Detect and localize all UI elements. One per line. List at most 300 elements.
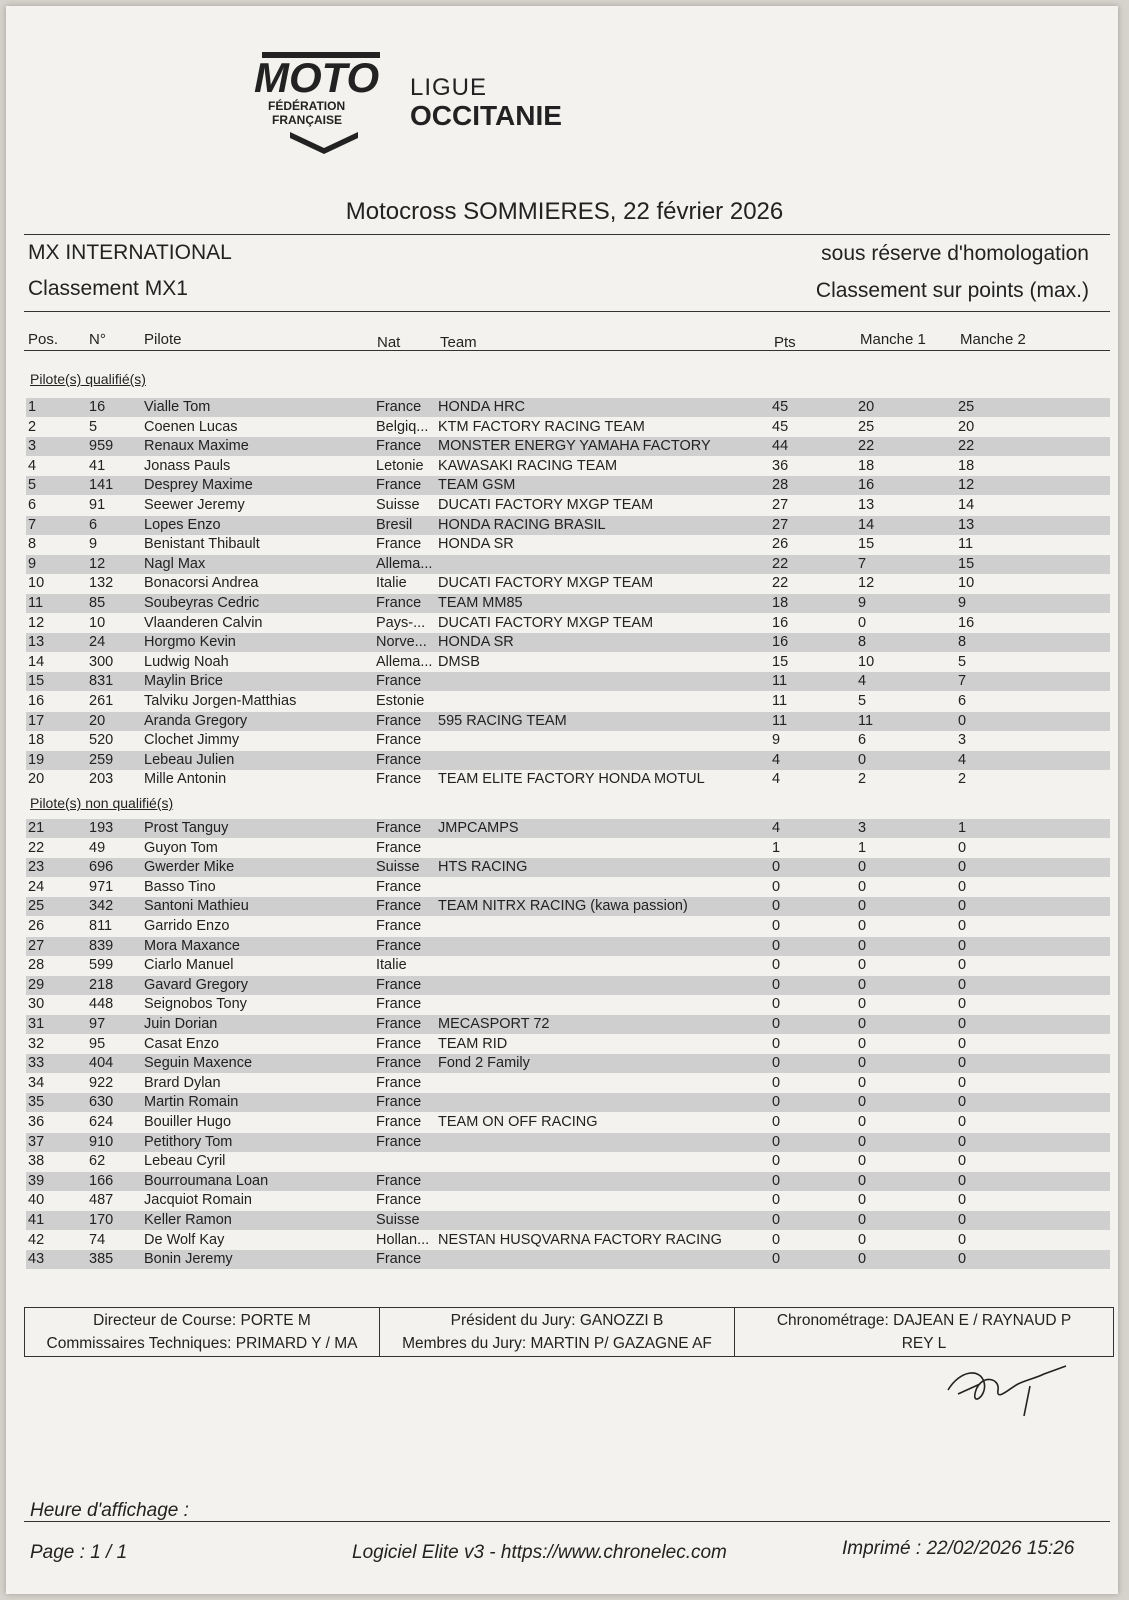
cell-m2: 9 (958, 595, 967, 611)
cell-pilote: Brard Dylan (144, 1074, 221, 1091)
divider (24, 350, 1110, 351)
cell-num: 218 (89, 976, 114, 993)
cell-pts: 0 (772, 918, 781, 934)
table-row (26, 1191, 1110, 1210)
cell-pts: 4 (772, 820, 781, 836)
cell-m2: 0 (958, 1212, 967, 1228)
cell-nat: Suisse (376, 859, 420, 876)
cell-nat: Estonie (376, 693, 425, 709)
cell-nat: France (376, 1035, 422, 1052)
cell-pts: 4 (772, 751, 781, 768)
cell-nat: Suisse (376, 497, 420, 513)
cell-m2: 0 (958, 957, 967, 974)
cell-m2: 18 (958, 457, 975, 474)
cell-pos: 15 (28, 673, 45, 690)
cell-pts: 0 (772, 1212, 781, 1228)
cell-m2: 25 (958, 399, 975, 415)
table-row (26, 1093, 1110, 1112)
cell-m1: 2 (858, 771, 867, 788)
cell-pilote: Desprey Maxime (144, 477, 253, 494)
divider (24, 1521, 1110, 1522)
cell-pilote: Keller Ramon (144, 1212, 232, 1228)
cell-pts: 16 (772, 634, 789, 651)
table-row (26, 653, 1110, 672)
cell-num: 91 (89, 497, 106, 513)
reserve-note: sous réserve d'homologation (821, 242, 1089, 265)
cell-pts: 18 (772, 595, 789, 611)
cell-m2: 16 (958, 614, 975, 631)
cell-pts: 4 (772, 771, 781, 788)
cell-m2: 10 (958, 575, 975, 592)
cell-num: 141 (89, 477, 114, 494)
cell-m1: 0 (858, 1231, 867, 1248)
cell-pos: 26 (28, 918, 45, 934)
cell-num: 9 (89, 536, 98, 553)
cell-m2: 0 (958, 996, 967, 1013)
cell-pilote: Horgmo Kevin (144, 634, 236, 651)
cell-team: HONDA SR (438, 634, 514, 651)
cell-pts: 0 (772, 1172, 781, 1189)
logo-sub2: FRANÇAISE (272, 113, 343, 127)
commissaires-techniques: Commissaires Techniques: PRIMARD Y / MA (46, 1335, 358, 1352)
cell-m1: 8 (858, 634, 867, 651)
cell-team: Fond 2 Family (438, 1055, 530, 1072)
cell-pilote: De Wolf Kay (144, 1231, 225, 1248)
cell-pilote: Ciarlo Manuel (144, 957, 234, 974)
cell-num: 922 (89, 1074, 114, 1091)
table-row (26, 712, 1110, 731)
cell-pos: 23 (28, 859, 45, 876)
cell-m2: 11 (958, 536, 974, 553)
cell-pilote: Maylin Brice (144, 673, 223, 690)
cell-pts: 0 (772, 1231, 781, 1248)
cell-nat: France (376, 751, 422, 768)
cell-nat: Suisse (376, 1212, 420, 1228)
cell-m1: 4 (858, 673, 867, 690)
cell-pilote: Renaux Maxime (144, 438, 249, 455)
cell-team: DUCATI FACTORY MXGP TEAM (438, 575, 654, 592)
cell-m1: 22 (858, 438, 875, 455)
officials-chrono (735, 1308, 1113, 1356)
cell-pts: 15 (772, 653, 789, 670)
cell-pos: 7 (28, 516, 37, 533)
cell-pilote: Coenen Lucas (144, 418, 238, 435)
cell-num: 385 (89, 1251, 114, 1268)
cell-m1: 0 (858, 1251, 867, 1268)
ffm-occitanie-logo (250, 48, 590, 158)
cell-num: 24 (89, 634, 106, 651)
cell-pts: 0 (772, 1074, 781, 1091)
cell-m1: 0 (858, 878, 867, 895)
cell-team: HTS RACING (438, 859, 528, 876)
cell-m2: 4 (958, 751, 967, 768)
table-row (26, 976, 1110, 995)
cell-team: NESTAN HUSQVARNA FACTORY RACING (438, 1231, 722, 1248)
cell-pilote: Talviku Jorgen-Matthias (144, 693, 297, 709)
cell-m2: 6 (958, 693, 967, 709)
cell-nat: France (376, 918, 422, 934)
cell-pos: 14 (28, 653, 45, 670)
cell-team: TEAM NITRX RACING (kawa passion) (438, 898, 688, 915)
cell-num: 10 (89, 614, 106, 631)
cell-m1: 6 (858, 732, 867, 749)
cell-num: 599 (89, 957, 114, 974)
table-row (26, 839, 1110, 858)
cell-nat: France (376, 1251, 422, 1268)
cell-pilote: Bonacorsi Andrea (144, 575, 259, 592)
cell-pts: 11 (772, 693, 788, 709)
table-row (26, 770, 1110, 789)
cell-num: 696 (89, 859, 114, 876)
cell-nat: France (376, 477, 422, 494)
cell-nat: France (376, 996, 422, 1013)
cell-pos: 24 (28, 878, 45, 895)
membres-jury: Membres du Jury: MARTIN P/ GAZAGNE AF (402, 1335, 712, 1352)
table-row (26, 937, 1110, 956)
signature-icon (940, 1360, 1080, 1420)
cell-nat: Letonie (376, 457, 424, 474)
cell-num: 959 (89, 438, 114, 455)
cell-pos: 37 (28, 1133, 45, 1150)
cell-m1: 10 (858, 653, 875, 670)
cell-pos: 35 (28, 1094, 45, 1111)
section-qualified: Pilote(s) qualifié(s) (30, 371, 146, 387)
cell-m2: 0 (958, 937, 967, 954)
cell-m1: 0 (858, 614, 867, 631)
cell-pos: 38 (28, 1153, 45, 1170)
cell-nat: France (376, 1094, 422, 1111)
cell-pts: 28 (772, 477, 789, 494)
cell-nat: Pays-... (376, 614, 426, 631)
col-manche2: Manche 2 (960, 331, 1026, 348)
cell-pilote: Seewer Jeremy (144, 497, 245, 513)
cell-pts: 0 (772, 937, 781, 954)
cell-m1: 0 (858, 1074, 867, 1091)
cell-m2: 0 (958, 1172, 967, 1189)
cell-pts: 0 (772, 878, 781, 895)
cell-pilote: Aranda Gregory (144, 712, 248, 729)
cell-pts: 0 (772, 1133, 781, 1150)
cell-num: 20 (89, 712, 106, 729)
cell-m1: 5 (858, 693, 867, 709)
cell-num: 487 (89, 1192, 114, 1209)
cell-nat: France (376, 673, 422, 690)
cell-m2: 3 (958, 732, 967, 749)
cell-pos: 39 (28, 1172, 45, 1189)
cell-pilote: Vlaanderen Calvin (144, 614, 263, 631)
cell-m2: 0 (958, 1192, 967, 1209)
table-row (26, 574, 1110, 593)
col-pts: Pts (774, 334, 796, 351)
cell-num: 95 (89, 1035, 106, 1052)
cell-pos: 13 (28, 634, 45, 651)
cell-team: JMPCAMPS (438, 820, 519, 836)
table-row (26, 555, 1110, 574)
table-row (26, 731, 1110, 750)
cell-pos: 9 (28, 555, 37, 572)
cell-pos: 30 (28, 996, 45, 1013)
cell-nat: Italie (376, 575, 407, 592)
table-row (26, 692, 1110, 711)
cell-m2: 15 (958, 555, 975, 572)
cell-m2: 5 (958, 653, 967, 670)
officials-box (24, 1307, 1114, 1357)
cell-m2: 0 (958, 898, 967, 915)
cell-num: 831 (89, 673, 114, 690)
cell-num: 404 (89, 1055, 114, 1072)
cell-num: 62 (89, 1153, 106, 1170)
officials-course (25, 1308, 380, 1356)
cell-m2: 0 (958, 918, 967, 934)
table-row (26, 1231, 1110, 1250)
cell-pilote: Seignobos Tony (144, 996, 247, 1013)
cell-pts: 36 (772, 457, 789, 474)
classement-label: Classement MX1 (28, 277, 188, 300)
cell-team: HONDA SR (438, 536, 514, 553)
cell-m1: 20 (858, 399, 875, 415)
cell-pos: 3 (28, 438, 37, 455)
cell-pos: 40 (28, 1192, 45, 1209)
cell-pos: 27 (28, 937, 45, 954)
cell-nat: France (376, 732, 422, 749)
cell-pts: 16 (772, 614, 789, 631)
cell-pos: 12 (28, 614, 45, 631)
cell-m1: 0 (858, 1172, 867, 1189)
cell-pts: 0 (772, 859, 781, 876)
cell-num: 97 (89, 1016, 106, 1032)
cell-m1: 1 (858, 839, 867, 856)
cell-team: MONSTER ENERGY YAMAHA FACTORY (438, 438, 711, 455)
cell-m1: 3 (858, 820, 867, 836)
cell-team: TEAM MM85 (438, 595, 523, 611)
cell-pos: 17 (28, 712, 45, 729)
cell-pos: 20 (28, 771, 45, 788)
cell-pos: 19 (28, 751, 45, 768)
cell-num: 520 (89, 732, 114, 749)
cell-pts: 0 (772, 1114, 781, 1130)
cell-num: 811 (89, 918, 113, 934)
cell-pilote: Clochet Jimmy (144, 732, 240, 749)
cell-team: MECASPORT 72 (438, 1016, 550, 1032)
cell-nat: France (376, 820, 422, 836)
cell-pos: 41 (28, 1212, 45, 1228)
table-row (26, 1152, 1110, 1171)
cell-num: 16 (89, 399, 106, 415)
table-row (26, 496, 1110, 515)
cell-m2: 13 (958, 516, 975, 533)
cell-nat: France (376, 399, 422, 415)
divider (24, 234, 1110, 235)
cell-nat: France (376, 438, 422, 455)
cell-pilote: Bouiller Hugo (144, 1114, 232, 1130)
cell-pos: 18 (28, 732, 45, 749)
cell-team: DUCATI FACTORY MXGP TEAM (438, 614, 654, 631)
cell-pos: 29 (28, 976, 45, 993)
cell-num: 6 (89, 516, 98, 533)
table-row (26, 535, 1110, 554)
table-row (26, 614, 1110, 633)
cell-pos: 25 (28, 898, 45, 915)
cell-nat: France (376, 1074, 422, 1091)
cell-nat: Belgiq... (376, 418, 429, 435)
cell-pilote: Lebeau Cyril (144, 1153, 226, 1170)
cell-pts: 44 (772, 438, 789, 455)
printed-date: Imprimé : 22/02/2026 15:26 (842, 1538, 1075, 1559)
cell-num: 624 (89, 1114, 114, 1130)
cell-m1: 15 (858, 536, 875, 553)
cell-m1: 0 (858, 1094, 867, 1111)
cell-m1: 14 (858, 516, 875, 533)
cell-pilote: Lebeau Julien (144, 751, 235, 768)
cell-pos: 16 (28, 693, 45, 709)
cell-pos: 1 (28, 399, 37, 415)
logo-region: OCCITANIE (410, 100, 562, 131)
cell-m2: 0 (958, 1114, 967, 1130)
cell-pilote: Jonass Pauls (144, 457, 231, 474)
table-row (26, 1250, 1110, 1269)
logo-sub1: FÉDÉRATION (268, 99, 346, 113)
cell-pilote: Petithory Tom (144, 1133, 233, 1150)
cell-nat: France (376, 771, 422, 788)
cell-pts: 11 (772, 712, 788, 729)
cell-m1: 0 (858, 996, 867, 1013)
cell-pilote: Santoni Mathieu (144, 898, 249, 915)
category-label: MX INTERNATIONAL (28, 241, 232, 264)
cell-pos: 28 (28, 957, 45, 974)
cell-nat: France (376, 595, 422, 611)
cell-nat: France (376, 878, 422, 895)
cell-pilote: Benistant Thibault (144, 536, 260, 553)
cell-m1: 9 (858, 595, 867, 611)
cell-num: 300 (89, 653, 114, 670)
table-row (26, 917, 1110, 936)
cell-nat: France (376, 536, 422, 553)
cell-pos: 31 (28, 1016, 45, 1032)
cell-num: 261 (89, 693, 114, 709)
table-row (26, 437, 1110, 456)
cell-pos: 8 (28, 536, 37, 553)
cell-pts: 1 (772, 839, 781, 856)
cell-m2: 0 (958, 1074, 967, 1091)
cell-m2: 0 (958, 1231, 967, 1248)
directeur-course: Directeur de Course: PORTE M (93, 1312, 311, 1329)
table-row (26, 1035, 1110, 1054)
col-pos: Pos. (28, 331, 59, 348)
cell-m2: 12 (958, 477, 975, 494)
cell-pilote: Bonin Jeremy (144, 1251, 233, 1268)
heure-affichage: Heure d'affichage : (30, 1500, 189, 1521)
cell-nat: Norve... (376, 634, 427, 651)
divider (24, 311, 1110, 312)
cell-pts: 0 (772, 1016, 781, 1032)
cell-num: 41 (89, 457, 106, 474)
cell-nat: France (376, 712, 422, 729)
table-row (26, 594, 1110, 613)
moto-logo-icon (250, 48, 400, 158)
chronometrage: Chronométrage: DAJEAN E / RAYNAUD P (776, 1312, 1072, 1329)
cell-pilote: Ludwig Noah (144, 653, 229, 670)
cell-m1: 16 (858, 477, 875, 494)
cell-pts: 22 (772, 555, 789, 572)
cell-pos: 33 (28, 1055, 45, 1072)
cell-num: 630 (89, 1094, 114, 1111)
cell-team: HONDA HRC (438, 399, 526, 415)
cell-m2: 0 (958, 712, 967, 729)
cell-pilote: Guyon Tom (144, 839, 218, 856)
cell-pilote: Martin Romain (144, 1094, 239, 1111)
cell-num: 259 (89, 751, 114, 768)
cell-m1: 0 (858, 918, 867, 934)
cell-pos: 34 (28, 1074, 45, 1091)
cell-m2: 0 (958, 1251, 967, 1268)
cell-pts: 45 (772, 399, 789, 415)
table-row (26, 858, 1110, 877)
cell-m2: 0 (958, 1153, 967, 1170)
table-row (26, 398, 1110, 417)
cell-num: 166 (89, 1172, 114, 1189)
section-not-qualified: Pilote(s) non qualifié(s) (30, 795, 174, 811)
cell-pilote: Prost Tanguy (144, 820, 229, 836)
cell-m1: 0 (858, 859, 867, 876)
table-row (26, 751, 1110, 770)
cell-m1: 0 (858, 976, 867, 993)
cell-m1: 0 (858, 751, 867, 768)
cell-m1: 18 (858, 457, 875, 474)
col-nat: Nat (377, 334, 401, 351)
cell-pilote: Nagl Max (144, 555, 206, 572)
cell-nat: France (376, 1133, 422, 1150)
cell-num: 193 (89, 820, 114, 836)
logo-brand: MOTO (254, 54, 380, 101)
cell-m1: 0 (858, 1016, 867, 1032)
cell-num: 74 (89, 1231, 106, 1248)
cell-pts: 0 (772, 1192, 781, 1209)
cell-num: 971 (89, 878, 114, 895)
cell-pilote: Vialle Tom (144, 399, 211, 415)
cell-nat: Hollan... (376, 1231, 430, 1248)
table-row (26, 1113, 1110, 1132)
cell-num: 910 (89, 1133, 114, 1150)
cell-nat: France (376, 937, 422, 954)
cell-pts: 22 (772, 575, 789, 592)
cell-m1: 0 (858, 1055, 867, 1072)
cell-pilote: Mora Maxance (144, 937, 240, 954)
cell-m1: 0 (858, 1153, 867, 1170)
cell-team: TEAM ON OFF RACING (438, 1114, 598, 1130)
cell-pos: 6 (28, 497, 37, 513)
table-row (26, 1015, 1110, 1034)
cell-nat: Italie (376, 957, 407, 974)
cell-m1: 25 (858, 418, 875, 435)
cell-num: 342 (89, 898, 114, 915)
cell-team: TEAM ELITE FACTORY HONDA MOTUL (438, 771, 705, 788)
cell-m2: 8 (958, 634, 967, 651)
cell-team: TEAM GSM (438, 477, 516, 494)
cell-num: 5 (89, 418, 98, 435)
cell-pilote: Gavard Gregory (144, 976, 248, 993)
cell-pts: 27 (772, 497, 789, 513)
cell-m2: 1 (958, 820, 967, 836)
cell-num: 49 (89, 839, 106, 856)
cell-nat: France (376, 1055, 422, 1072)
cell-pos: 36 (28, 1114, 45, 1130)
cell-nat: France (376, 839, 422, 856)
cell-m1: 0 (858, 1114, 867, 1130)
president-jury: Président du Jury: GANOZZI B (450, 1312, 664, 1329)
cell-pts: 0 (772, 1251, 781, 1268)
table-row (26, 1172, 1110, 1191)
col-pilote: Pilote (144, 331, 182, 348)
